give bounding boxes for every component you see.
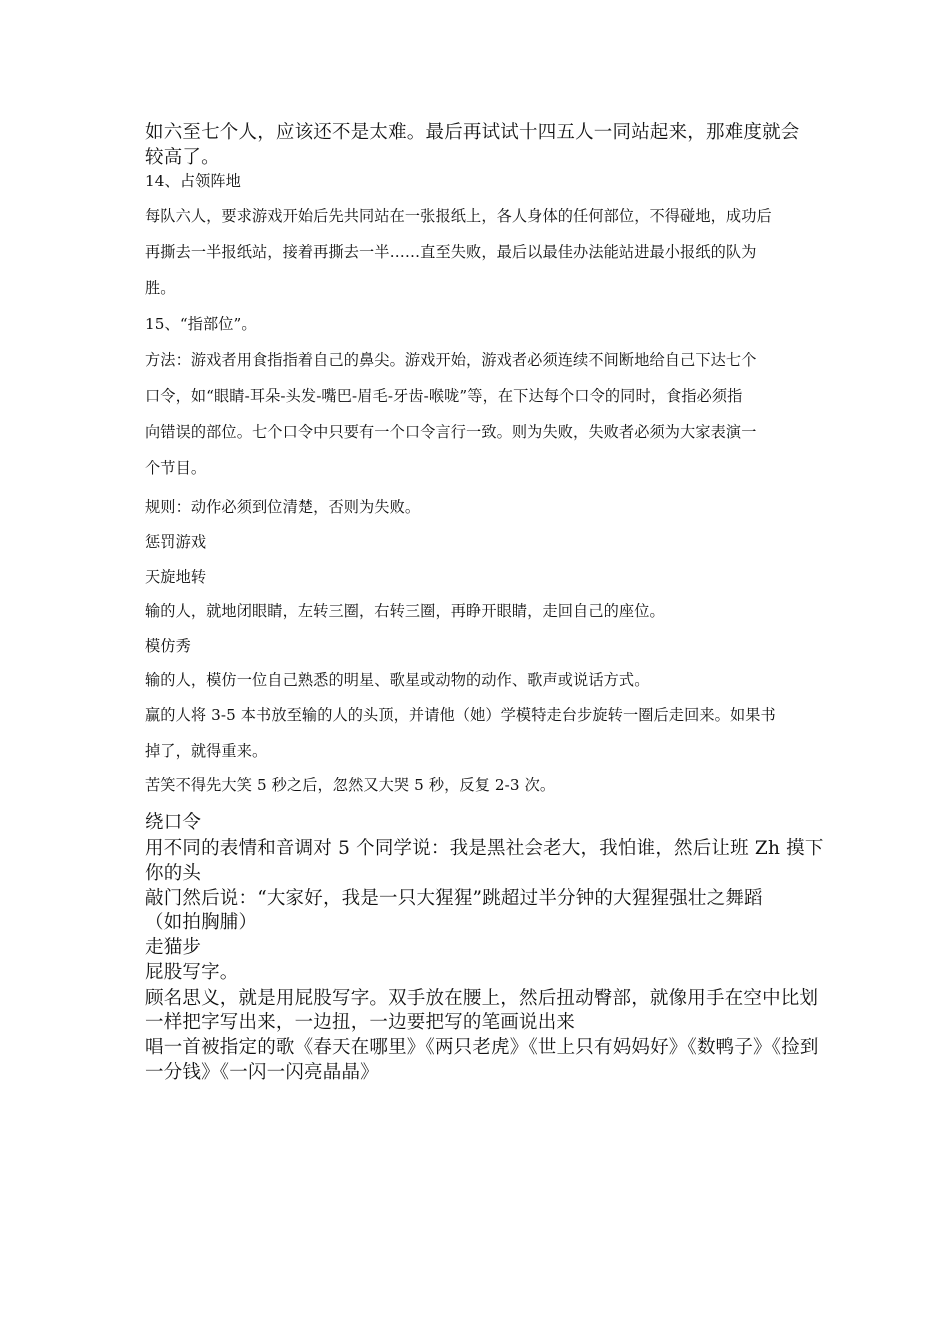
text-line: 方法：游戏者用食指指着自己的鼻尖。游戏开始，游戏者必须连续不间断地给自己下达七个 [145, 351, 757, 369]
text-line: 再撕去一半报纸站，接着再撕去一半……直至失败，最后以最佳办法能站进最小报纸的队为 [145, 243, 757, 261]
text-line: （如拍胸脯） [145, 912, 258, 933]
subheading: 屁股写字。 [145, 962, 239, 983]
text-line: 较高了。 [145, 147, 220, 168]
text-line: 胜。 [145, 279, 176, 297]
text-line: 唱一首被指定的歌《春天在哪里》《两只老虎》《世上只有妈妈好》《数鸭子》《捡到 [145, 1037, 819, 1058]
text-line: 苦笑不得先大笑 5 秒之后，忽然又大哭 5 秒，反复 2-3 次。 [145, 776, 556, 794]
text-line: 个节目。 [145, 459, 207, 477]
subheading: 模仿秀 [145, 637, 191, 655]
subheading: 绕口令 [145, 812, 202, 833]
text-line: 你的头 [145, 863, 202, 884]
text-line: 赢的人将 3-5 本书放至输的人的头顶，并请他（她）学模特走台步旋转一圈后走回来。如果书 [145, 706, 776, 724]
text-line: 每队六人，要求游戏开始后先共同站在一张报纸上，各人身体的任何部位，不得碰地，成功后 [145, 207, 772, 225]
text-line: 敲门然后说：“大家好，我是一只大猩猩”跳超过半分钟的大猩猩强壮之舞蹈 [145, 888, 763, 909]
text-line: 顾名思义，就是用屁股写字。双手放在腰上，然后扭动臀部，就像用手在空中比划 [145, 988, 819, 1009]
text-line: 口令，如“眼睛-耳朵-头发-嘴巴-眉毛-牙齿-喉咙”等，在下达每个口令的同时，食指必须指 [145, 387, 743, 405]
text-line: 输的人，模仿一位自己熟悉的明星、歌星或动物的动作、歌声或说话方式。 [145, 671, 650, 689]
text-line: 掉了，就得重来。 [145, 742, 268, 760]
text-line: 一样把字写出来，一边扭，一边要把写的笔画说出来 [145, 1012, 576, 1033]
text-line: 用不同的表情和音调对 5 个同学说：我是黑社会老大，我怕谁，然后让班 Zh 摸下 [145, 838, 824, 859]
text-line: 如六至七个人，应该还不是太难。最后再试试十四五人一同站起来，那难度就会 [145, 122, 800, 143]
text-line: 向错误的部位。七个口令中只要有一个口令言行一致。则为失败，失败者必须为大家表演一 [145, 423, 757, 441]
section-heading: 14、占领阵地 [145, 172, 241, 190]
text-line: 输的人，就地闭眼睛，左转三圈，右转三圈，再睁开眼睛，走回自己的座位。 [145, 602, 665, 620]
subheading: 走猫步 [145, 937, 202, 958]
subheading: 天旋地转 [145, 568, 207, 586]
section-heading: 惩罚游戏 [145, 533, 207, 551]
text-line: 规则：动作必须到位清楚，否则为失败。 [145, 498, 421, 516]
text-line: 一分钱》《一闪一闪亮晶晶》 [145, 1062, 379, 1083]
section-heading: 15、“指部位”。 [145, 315, 257, 333]
